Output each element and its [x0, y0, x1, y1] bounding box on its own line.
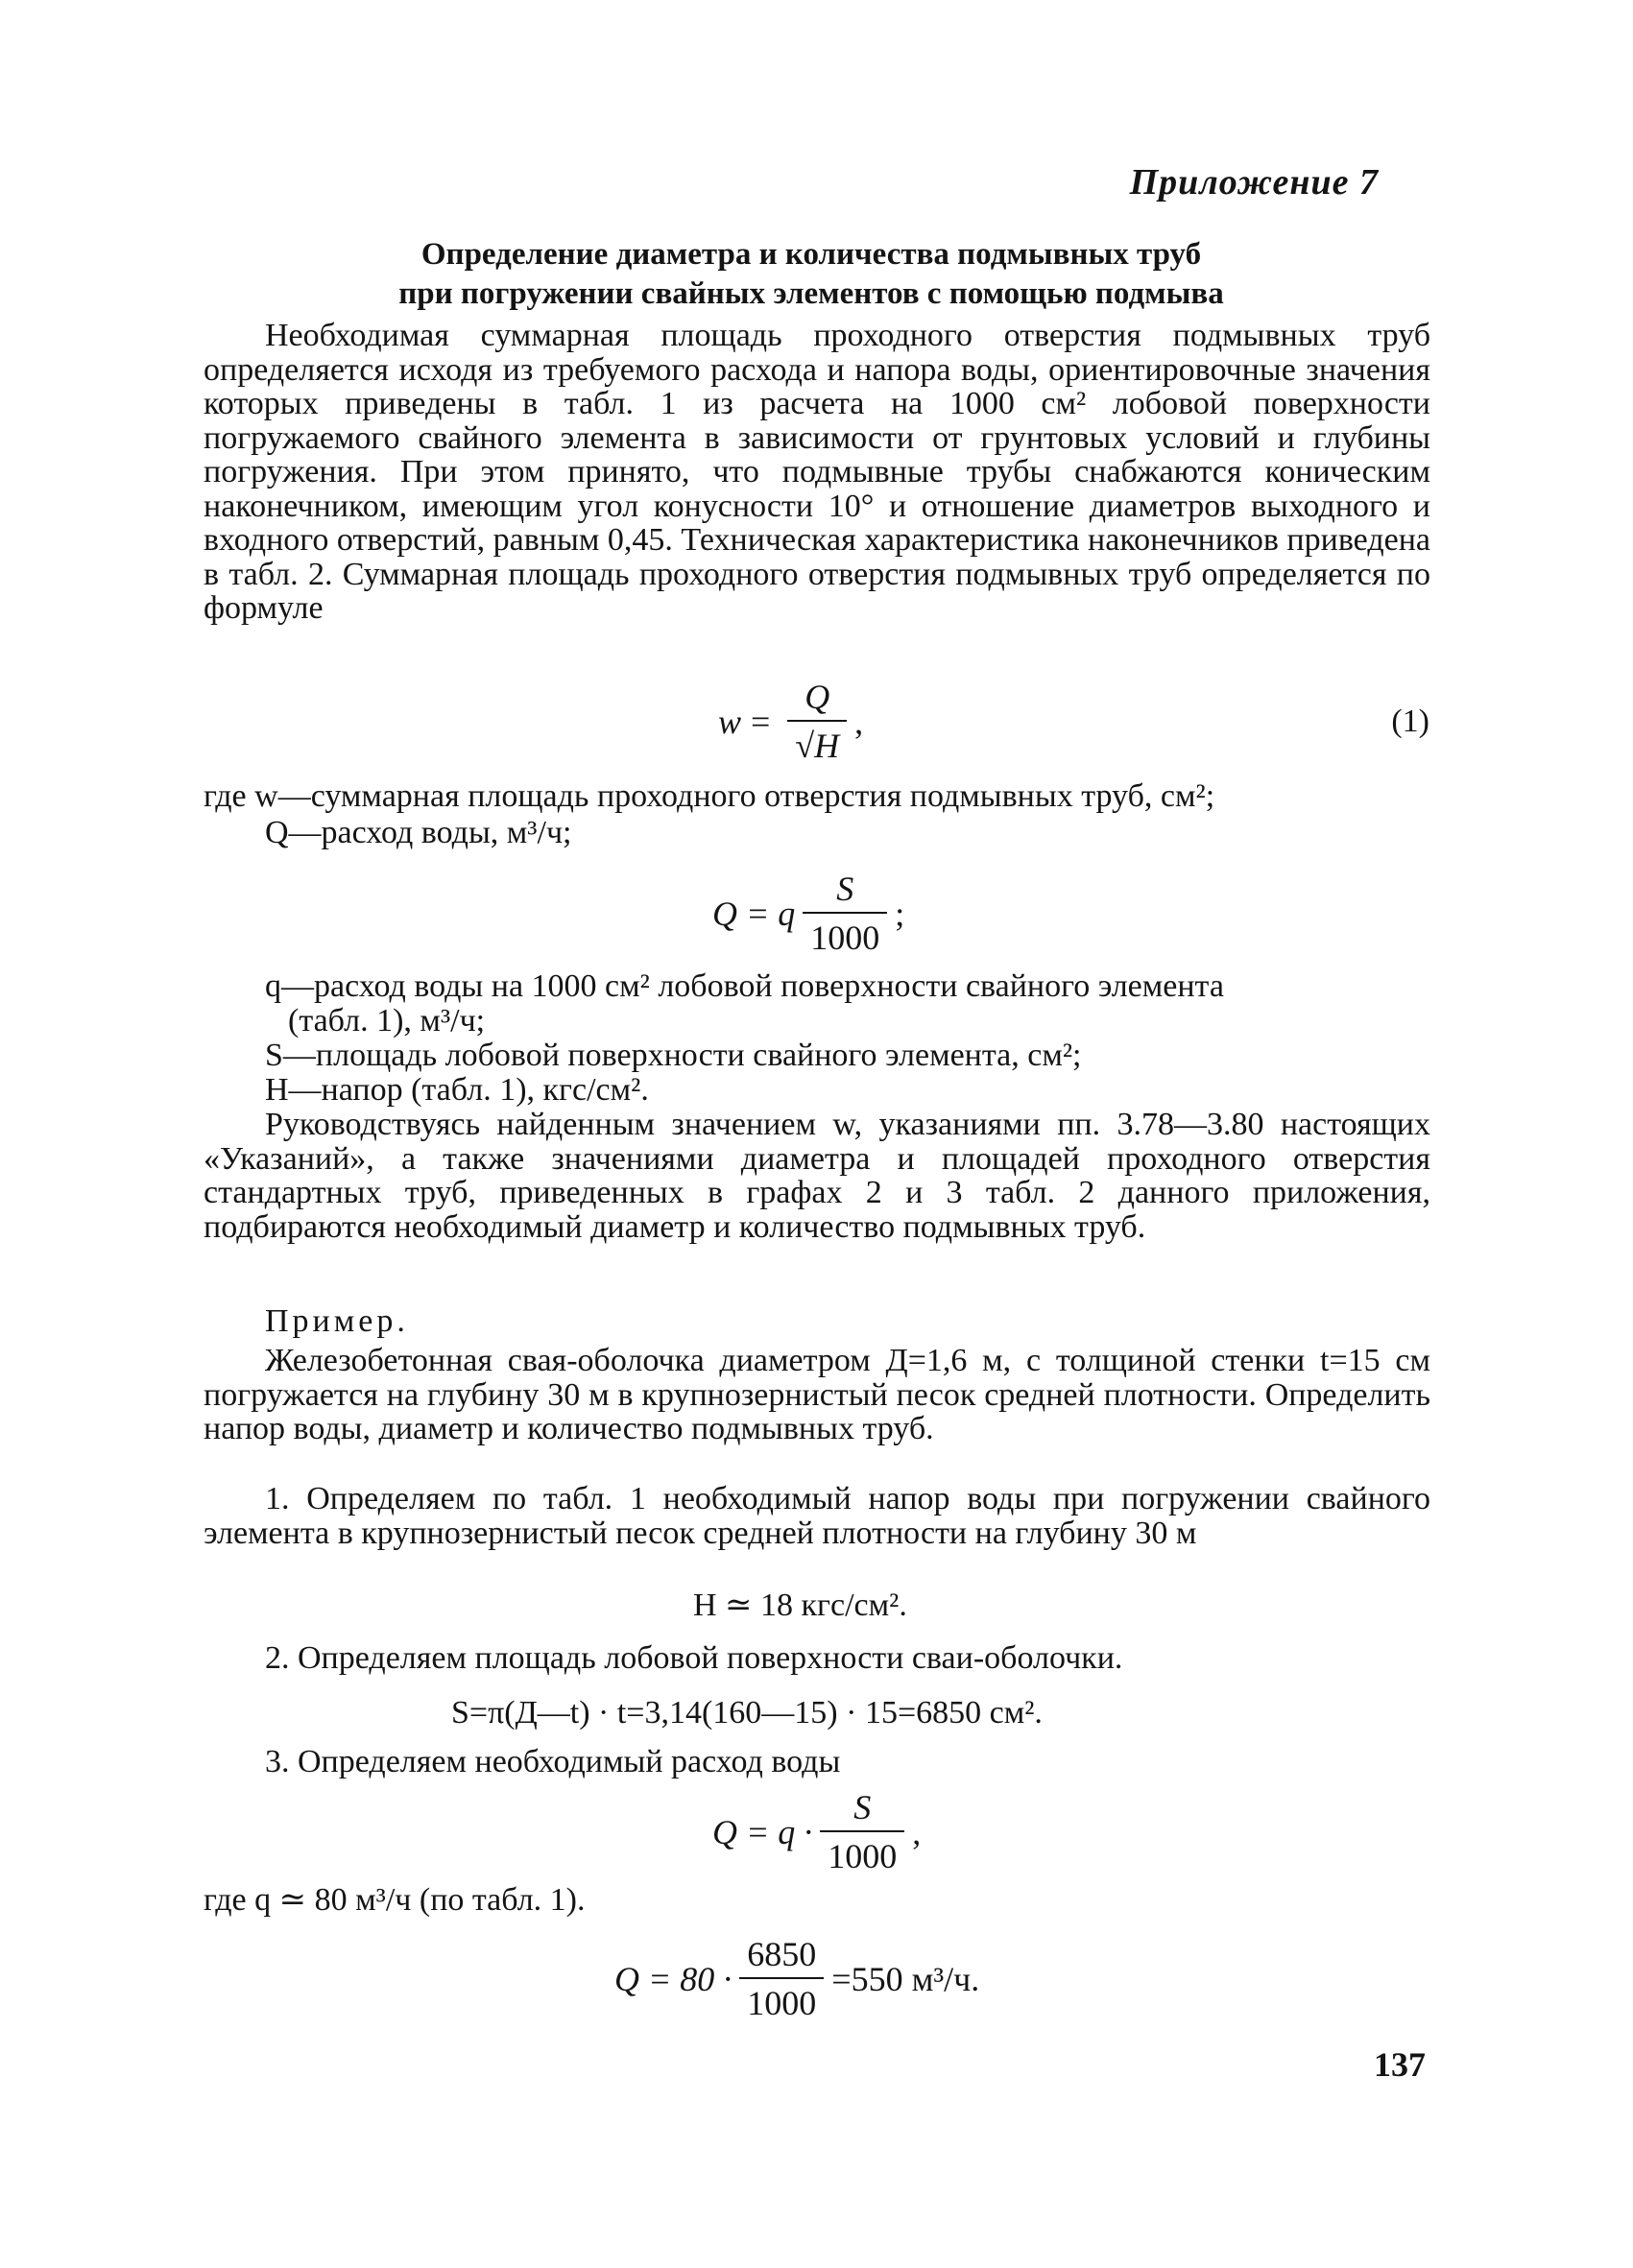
definition-H: H—напор (табл. 1), кгс/см². [265, 1072, 649, 1108]
formula-Q-denominator: 1000 [803, 912, 887, 958]
formula-1 [718, 677, 863, 766]
formula-1-fraction [787, 677, 847, 766]
example-text: Железобетонная свая-оболочка диаметром Д=1,6 м, с толщиной стенки t=15 см погружается на глубину 30 м в крупнозернистый песок средней плотности. Определить напор воды, диаметр и количество подмывных труб. [204, 1343, 1430, 1446]
formula-1-eq: = [751, 702, 771, 741]
definition-q-line-1: q—расход воды на 1000 см² лобовой поверхности свайного элемента [265, 968, 1224, 1004]
step-2-result: S=π(Д—t) · t=3,14(160—15) · 15=6850 см². [451, 1695, 1043, 1731]
intro-paragraph: Необходимая суммарная площадь проходного отверстия подмывных труб определяется исходя из требуемого расхода и напора воды, ориентировочные значения которых приведены в табл. 1 из расчета на 1000 см² лобовой поверхности погружаемого свайного элемента в зависимости от грунтовых условий и глубины погружения. При этом принято, что подмывные трубы снабжаются коническим наконечником, имеющим угол конусности 10° и отношение диаметров выходного и входного отверстий, равным 0,45. Техническая характеристика наконечников приведена в табл. 2. Суммарная площадь проходного отверстия подмывных труб определяется по формуле [204, 318, 1430, 626]
page-number: 137 [1374, 2045, 1426, 2084]
formula-Q-trail: ; [895, 894, 905, 933]
formula-final-denominator: 1000 [739, 1977, 824, 2023]
formula-step-3-fraction [820, 1787, 904, 1876]
section-title [192, 235, 1430, 314]
formula-final-numerator: 6850 [747, 1935, 817, 1973]
step-1-result: H ≃ 18 кгс/см². [693, 1588, 907, 1623]
example-label: Пример. [265, 1303, 409, 1339]
formula-1-denominator: √H [787, 720, 847, 766]
formula-step-3-denominator: 1000 [820, 1830, 904, 1876]
definition-S: S—площадь лобовой поверхности свайного элемента, см²; [265, 1038, 1082, 1073]
formula-Q-lhs: Q = q [712, 894, 796, 933]
definition-w: где w—суммарная площадь проходного отверстия подмывных труб, см²; [204, 778, 1215, 814]
guidance-block [204, 1108, 1430, 1244]
step-1-text: 1. Определяем по табл. 1 необходимый напор воды при погружении свайного элемента в крупнозернистый песок средней плотности на глубину 30 м [204, 1481, 1430, 1551]
formula-Q-fraction [803, 869, 887, 958]
title-line-1: Определение диаметра и количества подмывных труб [420, 237, 1202, 272]
formula-1-trail: , [854, 702, 864, 741]
formula-1-lhs: w [718, 702, 742, 741]
intro-block [204, 319, 1430, 626]
formula-final [614, 1934, 979, 2023]
appendix-label: Приложение 7 [1129, 162, 1379, 203]
guidance-paragraph: Руководствуясь найденным значением w, указаниями пп. 3.78—3.80 настоящих «Указаний», а также значениями диаметра и площадей проходного отверстия стандартных труб, приведенных в графах 2 и 3 табл. 2 данного приложения, подбираются необходимый диаметр и количество подмывных труб. [204, 1107, 1430, 1245]
example-block [204, 1344, 1430, 1446]
step-2-text: 2. Определяем площадь лобовой поверхности сваи-оболочки. [265, 1640, 1123, 1676]
formula-final-fraction [739, 1934, 824, 2023]
definition-q-value: где q ≃ 80 м³/ч (по табл. 1). [204, 1882, 586, 1918]
title-line-2: при погружении свайных элементов с помощью подмыва [398, 276, 1224, 311]
formula-final-rhs: =550 м³/ч. [831, 1959, 980, 1998]
step-1-block [204, 1482, 1430, 1550]
formula-step-3-trail: , [912, 1812, 922, 1851]
formula-1-numerator: Q [804, 678, 830, 716]
formula-Q [712, 869, 904, 958]
equation-number: (1) [1391, 704, 1429, 739]
formula-step-3-numerator: S [853, 1788, 872, 1826]
definition-q-line-2: (табл. 1), м³/ч; [288, 1003, 486, 1039]
formula-step-3 [712, 1787, 921, 1876]
definition-Q: Q—расход воды, м³/ч; [265, 815, 572, 850]
step-3-text: 3. Определяем необходимый расход воды [265, 1744, 841, 1779]
formula-Q-numerator: S [836, 870, 854, 908]
formula-step-3-lhs: Q = q · [712, 1812, 813, 1851]
formula-final-lhs: Q = 80 · [614, 1959, 732, 1998]
